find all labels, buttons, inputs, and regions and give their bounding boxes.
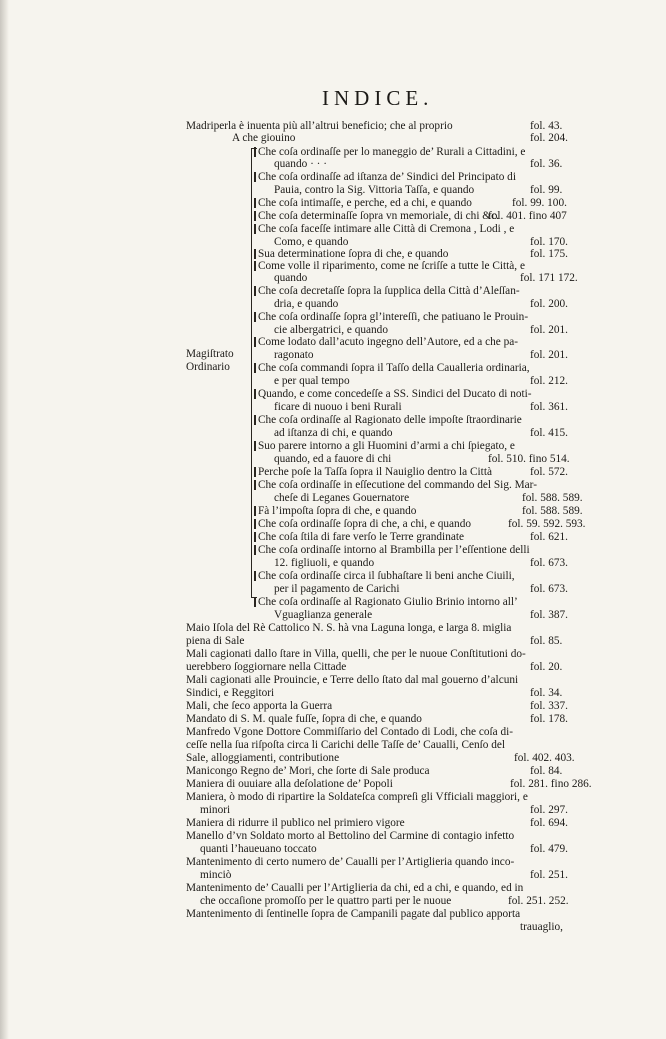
entry-text: Sale, alloggiamenti, contributione: [186, 752, 340, 764]
entry-text: Che coſa ordinaſſe ſopra gl’intereſſi, che patiuano le Prouin-: [258, 311, 529, 323]
entry-text: Mantenimento de’ Caualli per l’Artiglieria da chi, ed a chi, e quando, ed in: [186, 882, 524, 894]
entry-folio: fol. 588. 589.: [522, 505, 583, 517]
entry-text: 12. figliuoli, e quando: [274, 557, 375, 569]
brace-tick: [254, 147, 256, 157]
entry-folio: fol. 212.: [530, 375, 568, 387]
entry-text: quando, ed a fauore di chi: [274, 453, 392, 465]
entry-folio: fol. 361.: [530, 401, 568, 413]
entry-text: Manello d’vn Soldato morto al Bettolino del Carmine di contagio infetto: [186, 830, 515, 842]
entry-text: Manfredo Vgone Dottore Commiſſario del Contado di Lodi, che coſa di-: [186, 726, 514, 738]
brace-tick: [254, 286, 256, 296]
brace-tick: [254, 198, 256, 208]
entry-folio: fol. 479.: [530, 843, 568, 855]
entry-text: Quando, e come concedeſſe a SS. Sindici del Ducato di noti-: [258, 388, 532, 400]
page-title: INDICE.: [322, 86, 434, 110]
entry-text: che occaſione promoſſo per le quattro parti per le nuoue: [200, 895, 452, 907]
entry-text: Che coſa ordinaſſe al Ragionato delle impoſte ſtraordinarie: [258, 414, 522, 426]
entry-folio: fol. 20.: [530, 661, 563, 673]
brace-tick: [254, 415, 256, 425]
entry-text: ficare di nuouo i beni Rurali: [274, 401, 402, 413]
brace-tick: [254, 571, 256, 581]
entry-text: Mantenimento di ſentinelle ſopra de Campanili pagate dal publico apporta: [186, 908, 521, 920]
entry-text: Che coſa determinaſſe ſopra vn memoriale, di chi &c.: [258, 210, 499, 222]
brace-tick: [254, 480, 256, 490]
entry-text: Come lodato dall’acuto ingegno dell’Autore, ed a che pa-: [258, 336, 519, 348]
margin-label-line2: Ordinario: [186, 361, 230, 373]
entry-text: minori: [200, 804, 231, 816]
entry-text: Perche poſe la Taſſa ſopra il Nauiglio dentro la Città: [258, 466, 492, 478]
brace-tick: [254, 545, 256, 555]
entry-folio: fol. 415.: [530, 427, 568, 439]
entry-folio: fol. 251.: [530, 869, 568, 881]
entry-text: Che coſa ordinaſſe circa il ſubhaſtare li beni anche Ciuili,: [258, 570, 515, 582]
entry-folio: fol. 59. 592. 593.: [508, 518, 586, 530]
entry-text: Che coſa ordinaſſe ſopra di che, a chi, e quando: [258, 518, 471, 530]
entry-folio: fol. 572.: [530, 466, 568, 478]
entry-text: Maniera di ouuiare alla deſolatione de’ Popoli: [186, 778, 393, 790]
brace-tick: [254, 261, 256, 271]
entry-text: Sindici, e Reggitori: [186, 687, 275, 699]
entry-text: Mali cagionati dallo ſtare in Villa, quelli, che per le nuoue Conſtitutioni do-: [186, 648, 526, 660]
entry-text: piena di Sale: [186, 635, 245, 647]
entry-text: uerebbero ſoggiornare nella Cittade: [186, 661, 347, 673]
entry-folio: fol. 588. 589.: [522, 492, 583, 504]
brace-tick: [254, 363, 256, 373]
brace-tick: [254, 337, 256, 347]
entry-folio: fol. 200.: [530, 298, 568, 310]
entry-folio: fol. 99. 100.: [512, 197, 567, 209]
entry-text: Che coſa intimaſſe, e perche, ed a chi, e quando: [258, 197, 472, 209]
entry-folio: fol. 401. fino 407: [488, 210, 567, 222]
entry-text: Pauia, contro la Sig. Vittoria Taſſa, e quando: [274, 184, 475, 196]
entry-text: Manicongo Regno de’ Mori, che ſorte di Sale produca: [186, 765, 430, 777]
entry-text: Mali, che ſeco apporta la Guerra: [186, 700, 333, 712]
entry-folio: fol. 337.: [530, 700, 568, 712]
entry-folio: fol. 387.: [530, 609, 568, 621]
brace-tick: [254, 389, 256, 399]
entry-text: Como, e quando: [274, 236, 349, 248]
entry-text: Che coſa commandi ſopra il Taſſo della Caualleria ordinaria,: [258, 362, 530, 374]
entry-text: Che coſa ordinaſſe ad iſtanza de’ Sindici del Principato di: [258, 171, 516, 183]
entry-folio: fol. 673.: [530, 583, 568, 595]
entry-folio: fol. 175.: [530, 248, 568, 260]
entry-text: Maio Iſola del Rè Cattolico N. S. hà vna Laguna longa, e larga 8. miglia: [186, 622, 512, 634]
entry-text: cheſe di Leganes Gouernatore: [274, 492, 410, 504]
brace-tick: [254, 532, 256, 542]
entry-folio: fol. 201.: [530, 349, 568, 361]
entry-folio: fol. 694.: [530, 817, 568, 829]
entry-folio: fol. 510. fino 514.: [488, 453, 570, 465]
entry-text: Che coſa ordinaſſe per lo maneggio de’ Rurali a Cittadini, e: [258, 146, 526, 158]
entry-folio: fol. 251. 252.: [508, 895, 569, 907]
brace-tick: [254, 506, 256, 516]
entry-text: Mandato di S. M. quale fuſſe, ſopra di che, e quando: [186, 713, 422, 725]
brace-tick: [254, 441, 256, 451]
entry-folio: fol. 402. 403.: [514, 752, 575, 764]
entry-text: minciò: [200, 869, 232, 881]
brace-tick: [254, 519, 256, 529]
entry-folio: fol. 178.: [530, 713, 568, 725]
entry-folio: fol. 84.: [530, 765, 563, 777]
brace-tick: [254, 312, 256, 322]
entry-text: Che coſa decretaſſe ſopra la ſupplica della Città d’Aleſſan-: [258, 285, 520, 297]
entry-text: Sua determinatione ſopra di che, e quando: [258, 248, 449, 260]
entry-folio: fol. 99.: [530, 184, 563, 196]
entry-text: e per qual tempo: [274, 375, 350, 387]
entry-folio: fol. 171 172.: [520, 272, 578, 284]
entry-folio: fol. 36.: [530, 158, 563, 170]
brace-tick: [254, 172, 256, 182]
brace-tick: [254, 597, 256, 607]
entry-text: Maniera di ridurre il publico nel primiero vigore: [186, 817, 405, 829]
entry-text: Che coſa faceſſe intimare alle Città di Cremona , Lodi , e: [258, 223, 515, 235]
entry-text: ragonato: [274, 349, 314, 361]
brace-tick: [254, 224, 256, 234]
entry-folio: fol. 201.: [530, 324, 568, 336]
entry-folio: fol. 170.: [530, 236, 568, 248]
margin-label-line1: Magiſtrato: [186, 348, 234, 360]
entry-text: Maniera, ò modo di ripartire la Soldateſca compreſi gli Vfficiali maggiori, e: [186, 791, 528, 803]
entry-text: Vguaglianza generale: [274, 609, 373, 621]
entry-folio: fol. 85.: [530, 635, 563, 647]
entry-text: Che coſa ordinaſſe intorno al Brambilla per l’eſſentione delli: [258, 544, 530, 556]
page-gutter-shadow: [0, 0, 9, 1039]
entry-text: ceſſe nella ſua riſpoſta circa li Carichi delle Taſſe de’ Caualli, Cenſo del: [186, 739, 506, 751]
entry-text: quando · · ·: [274, 158, 328, 170]
entry-text: quando: [274, 272, 308, 284]
entry-text: ad iſtanza di chi, e quando: [274, 427, 393, 439]
entry-folio: fol. 297.: [530, 804, 568, 816]
entry-folio: fol. 281. fino 286.: [510, 778, 592, 790]
brace-tick: [254, 211, 256, 221]
brace-tick: [254, 249, 256, 259]
entry-text: Che coſa ſtila di fare verſo le Terre grandinate: [258, 531, 465, 543]
entry-text: Mantenimento di certo numero de’ Caualli per l’Artiglieria quando inco-: [186, 856, 515, 868]
entry-text: per il pagamento de Carichi: [274, 583, 400, 595]
entry-text: Che coſa ordinaſſe al Ragionato Giulio Brinio intorno all’: [258, 596, 518, 608]
entry-folio: fol. 673.: [530, 557, 568, 569]
entry-folio: fol. 204.: [530, 132, 568, 144]
entry-text: Come volle il riparimento, come ne ſcriſſe a tutte le Città, e: [258, 260, 525, 272]
entry-text: Madriperla è inuenta più all’altrui beneficio; che al proprio: [186, 120, 453, 132]
entry-folio: fol. 43.: [530, 120, 563, 132]
entry-folio: fol. 621.: [530, 531, 568, 543]
entry-text: quanti l’haueuano toccato: [200, 843, 317, 855]
brace-tick: [254, 467, 256, 477]
entry-text: Fà l’impoſta ſopra di che, e quando: [258, 505, 417, 517]
entry-folio: fol. 34.: [530, 687, 563, 699]
entry-text: trauaglio,: [520, 921, 563, 933]
entry-text: Mali cagionati alle Prouincie, e Terre dello ſtato dal mal gouerno d’alcuni: [186, 674, 519, 686]
entry-text: A che giouino: [232, 132, 296, 144]
entry-text: Che coſa ordinaſſe in eſſecutione del commando del Sig. Mar-: [258, 479, 537, 491]
entry-text: Suo parere intorno a gli Huomini d’armi a chi ſpiegato, e: [258, 440, 515, 452]
entry-text: cie albergatrici, e quando: [274, 324, 388, 336]
entry-text: dria, e quando: [274, 298, 339, 310]
